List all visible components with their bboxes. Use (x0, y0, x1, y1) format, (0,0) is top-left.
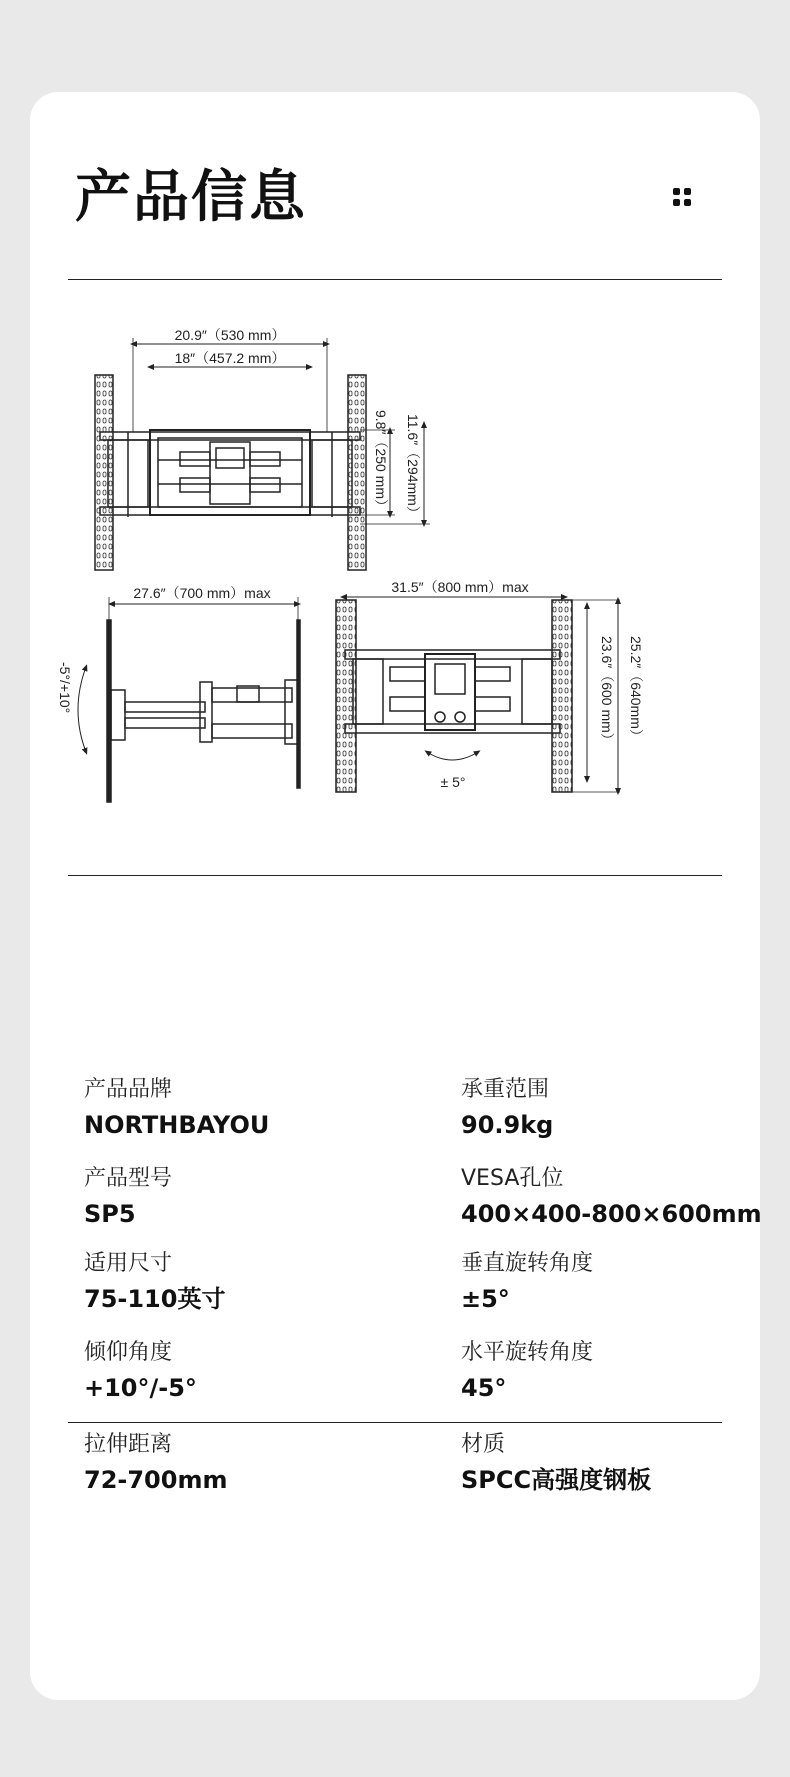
spec-value: SPCC高强度钢板 (461, 1466, 652, 1494)
divider-middle (68, 875, 722, 876)
spec-value: ±5° (461, 1285, 510, 1313)
spec-label: 承重范围 (461, 1077, 550, 1102)
side-tilt-label: -5°/+10° (57, 662, 73, 714)
spec-load-range (461, 1079, 781, 1137)
spec-label: 拉伸距离 (84, 1432, 173, 1457)
spec-value: 75-110英寸 (84, 1285, 226, 1313)
spec-value: NORTHBAYOU (84, 1111, 270, 1139)
spec-label: 垂直旋转角度 (461, 1251, 594, 1276)
spec-vertical-rotation (461, 1253, 781, 1311)
spec-value: +10°/-5° (84, 1374, 197, 1402)
spec-label: 材质 (461, 1432, 506, 1457)
front-outer-width-label: 20.9″（530 mm） (174, 327, 286, 343)
back-outer-height-label: 25.2″（640mm） (628, 636, 644, 743)
spec-brand (84, 1079, 404, 1137)
spec-label: 产品型号 (84, 1166, 173, 1191)
spec-value: 72-700mm (84, 1466, 228, 1494)
front-view (95, 375, 366, 570)
spec-label: VESA孔位 (461, 1166, 564, 1191)
back-width-label: 31.5″（800 mm）max (391, 579, 529, 595)
front-inner-height-label: 9.8″（250 mm） (373, 410, 389, 513)
spec-label: 适用尺寸 (84, 1251, 173, 1276)
back-view (336, 600, 572, 792)
side-view (107, 620, 300, 802)
spec-horizontal-rotation (461, 1342, 781, 1400)
spec-material (461, 1434, 781, 1492)
spec-label: 水平旋转角度 (461, 1340, 594, 1365)
front-inner-width-label: 18″（457.2 mm） (174, 350, 286, 366)
mount-dimension-diagram (30, 92, 760, 892)
page-title: 产品信息 (75, 165, 307, 230)
spec-tilt (84, 1342, 404, 1400)
divider-bottom (68, 1422, 722, 1423)
spec-vesa (461, 1168, 781, 1226)
back-inner-height-label: 23.6″（600 mm） (599, 636, 615, 747)
spec-extension (84, 1434, 404, 1492)
side-extension-label: 27.6″（700 mm）max (133, 585, 271, 601)
spec-label: 倾仰角度 (84, 1340, 173, 1365)
spec-size (84, 1253, 404, 1311)
front-outer-height-label: 11.6″（294mm） (405, 414, 421, 520)
back-rotation-label: ± 5° (440, 774, 466, 790)
spec-value: SP5 (84, 1200, 136, 1228)
spec-value: 400×400-800×600mm (461, 1200, 762, 1228)
spec-model (84, 1168, 404, 1226)
spec-value: 45° (461, 1374, 507, 1402)
spec-value: 90.9kg (461, 1111, 554, 1139)
spec-label: 产品品牌 (84, 1077, 173, 1102)
